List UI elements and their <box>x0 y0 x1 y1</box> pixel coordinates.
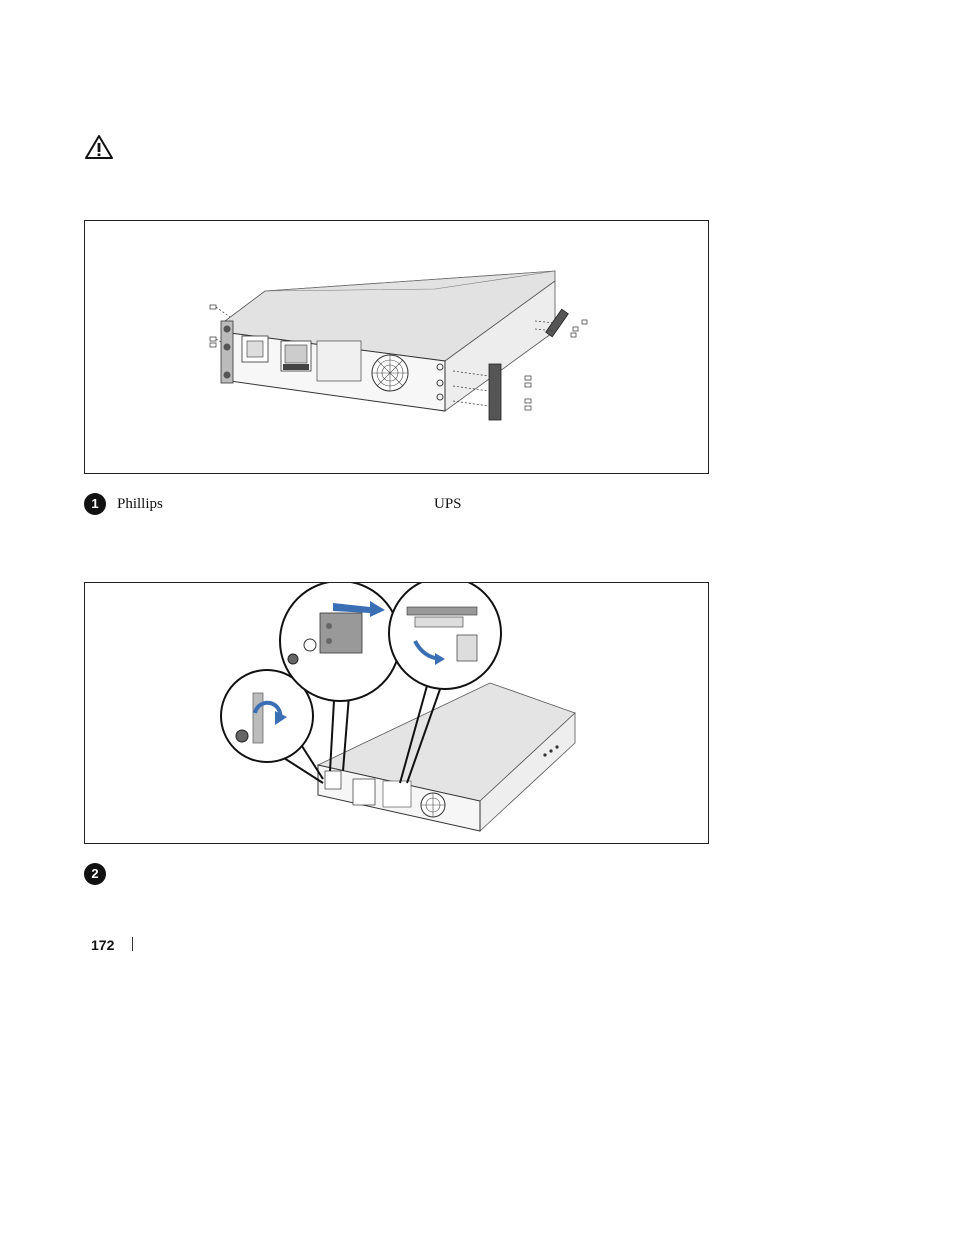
rail-mounting-figure <box>84 220 709 474</box>
page-number-divider <box>132 937 133 951</box>
step-1-caption-ups: UPS <box>434 496 462 512</box>
step-1-caption-phillips: Phillips <box>117 496 163 512</box>
front-panel-figure <box>84 582 709 844</box>
ups-rack-illustration <box>85 221 708 473</box>
step-2-badge: 2 <box>84 863 106 885</box>
warning-triangle-icon <box>84 134 114 160</box>
step-1-badge: 1 <box>84 493 106 515</box>
ups-front-panel-illustration <box>85 583 708 843</box>
page-number: 172 <box>91 937 115 953</box>
